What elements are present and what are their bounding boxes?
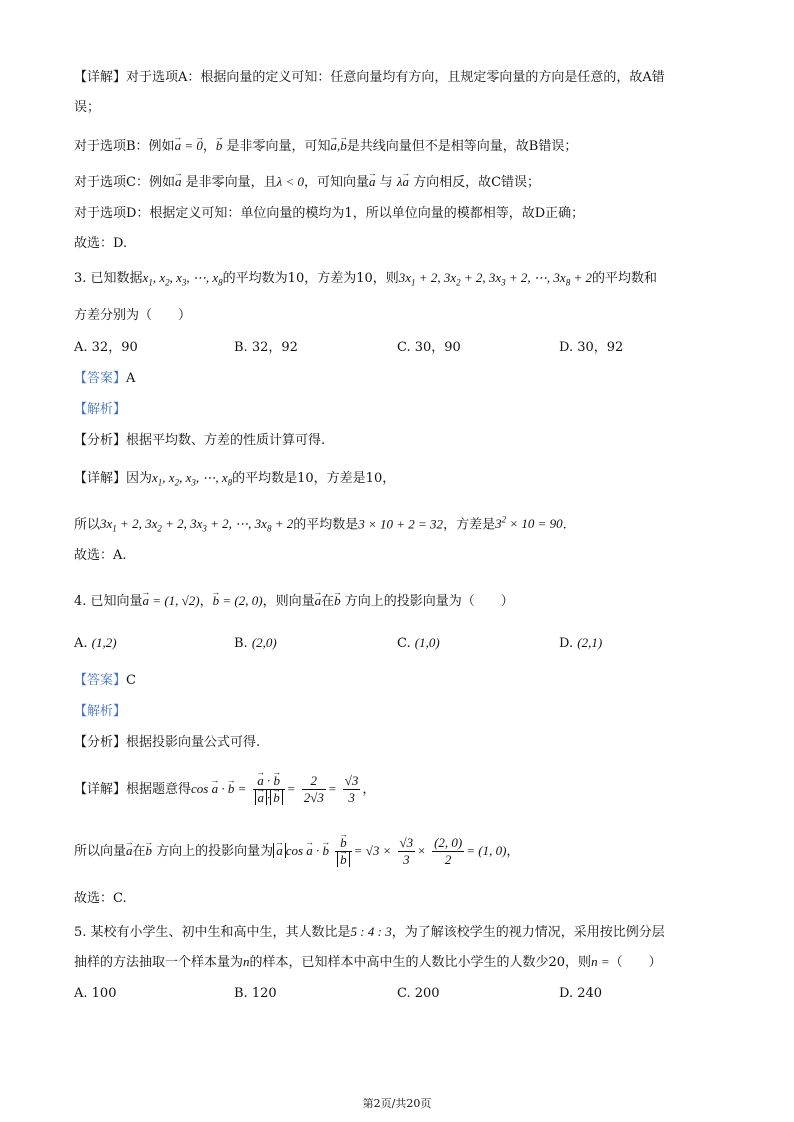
page-footer: 第2页/共20页 [362, 1097, 432, 1110]
formula-fraction: $\frac{2}{2√3}$ [303, 773, 324, 805]
q4-analysis: 【分析】根据投影向量公式可得. [74, 735, 261, 750]
question-4-stem: 4. 已知向量→ a = (1, √2)，→ b = (2, 0)，则向量→ a在→ b 方向上的投影向量为（ ） [74, 591, 734, 612]
q5-option-b: B. 120 [234, 986, 277, 1001]
q5-option-a: A. 100 [74, 986, 117, 1001]
solution-choice: 故选：D. [74, 236, 128, 251]
q3-choice: 故选：A. [74, 548, 127, 563]
q4-option-c: C. (1,0) [397, 635, 440, 651]
q5-option-d: D. 240 [559, 986, 603, 1001]
question-5-stem: 5. 某校有小学生、初中生和高中生，其人数比是5 : 4 : 3，为了解该校学生的视力情况，采用按比例分层 [74, 924, 665, 940]
solution-option-c: 对于选项C：例如→ a 是非零向量，且λ < 0，可知向量→ a 与 λ→ a 方向相反，故C错误； [74, 172, 734, 193]
q4-option-a: A. (1,2) [74, 635, 117, 651]
solution-line: 【详解】对于选项A：根据向量的定义可知：任意向量均有方向，且规定零向量的方向是任意的，故A错 [74, 70, 665, 85]
q3-analysis-label: 【解析】 [74, 402, 127, 417]
q4-option-d: D. (2,1) [559, 635, 603, 651]
q3-option-a: A. 32，90 [74, 340, 138, 355]
q4-detail-2: 所以向量→ a在→ b 方向上的投影向量为→ a cos → a · → b → b → b = √3 × $\frac{√3}{3}$ × $\frac{(2, 0)}{2}$ = (1, 0)， [74, 826, 734, 878]
q3-option-c: C. 30，90 [397, 340, 461, 355]
formula-fraction: $\frac{(2, 0)}{2}$ [434, 835, 463, 867]
solution-option-b: 对于选项B：例如→ a = → 0，→ b 是非零向量，可知→ a,→ b是共线向量但不是相等向量，故B错误； [74, 136, 734, 157]
q4-choice: 故选：C. [74, 891, 127, 906]
q5-option-c: C. 200 [397, 986, 440, 1001]
formula-fraction: $\frac{√3}{3}$ [344, 773, 359, 805]
q3-detail-2: 所以$3x_1 + 2$, $3x_2 + 2$, $3x_3 + 2$, ⋯, $3x_8 + 2$的平均数是3 × 10 + 2 = 32，方差是$3^2 \times 10 = 90$. [74, 515, 567, 534]
formula-fraction: → b → b [335, 835, 352, 868]
q3-option-d: D. 30，92 [559, 340, 624, 355]
question-5-stem-cont: 抽样的方法抽取一个样本量为n的样本，已知样本中高中生的人数比小学生的人数少20，则n =（ ） [74, 954, 662, 970]
q3-detail: 【详解】因为$x_1$, $x_2$, $x_3$, ⋯, $x_8$的平均数是10，方差是10， [74, 470, 396, 488]
formula-fraction: $\frac{√3}{3}$ [399, 835, 414, 867]
q3-analysis: 【分析】根据平均数、方差的性质计算可得. [74, 433, 326, 448]
question-3-stem: 3. 已知数据$x_1$, $x_2$, $x_3$, ⋯, $x_8$的平均数为10，方差为10，则$3x_1 + 2$, $3x_2 + 2$, $3x_3 + 2$, ⋯, $3x_8 + 2$的平均数和 [74, 270, 657, 288]
solution-line: 误； [74, 100, 101, 115]
solution-option-d: 对于选项D：根据定义可知：单位向量的模均为1，所以单位向量的模都相等，故D正确； [74, 206, 585, 221]
formula-fraction: → a · → b → a ·→ b [253, 773, 285, 806]
question-3-stem-cont: 方差分别为（ ） [74, 308, 192, 323]
q3-answer: 【答案】A [74, 371, 136, 386]
q4-detail: 【详解】根据题意得cos → a · → b = → a · → b → a ·→ b = $\frac{2}{2√3}$ = $\frac{√3}{3}$ ， [74, 764, 734, 816]
q4-analysis-label: 【解析】 [74, 704, 127, 719]
q3-option-b: B. 32，92 [234, 340, 298, 355]
q4-option-b: B. (2,0) [234, 635, 277, 651]
q4-answer: 【答案】C [74, 673, 136, 688]
